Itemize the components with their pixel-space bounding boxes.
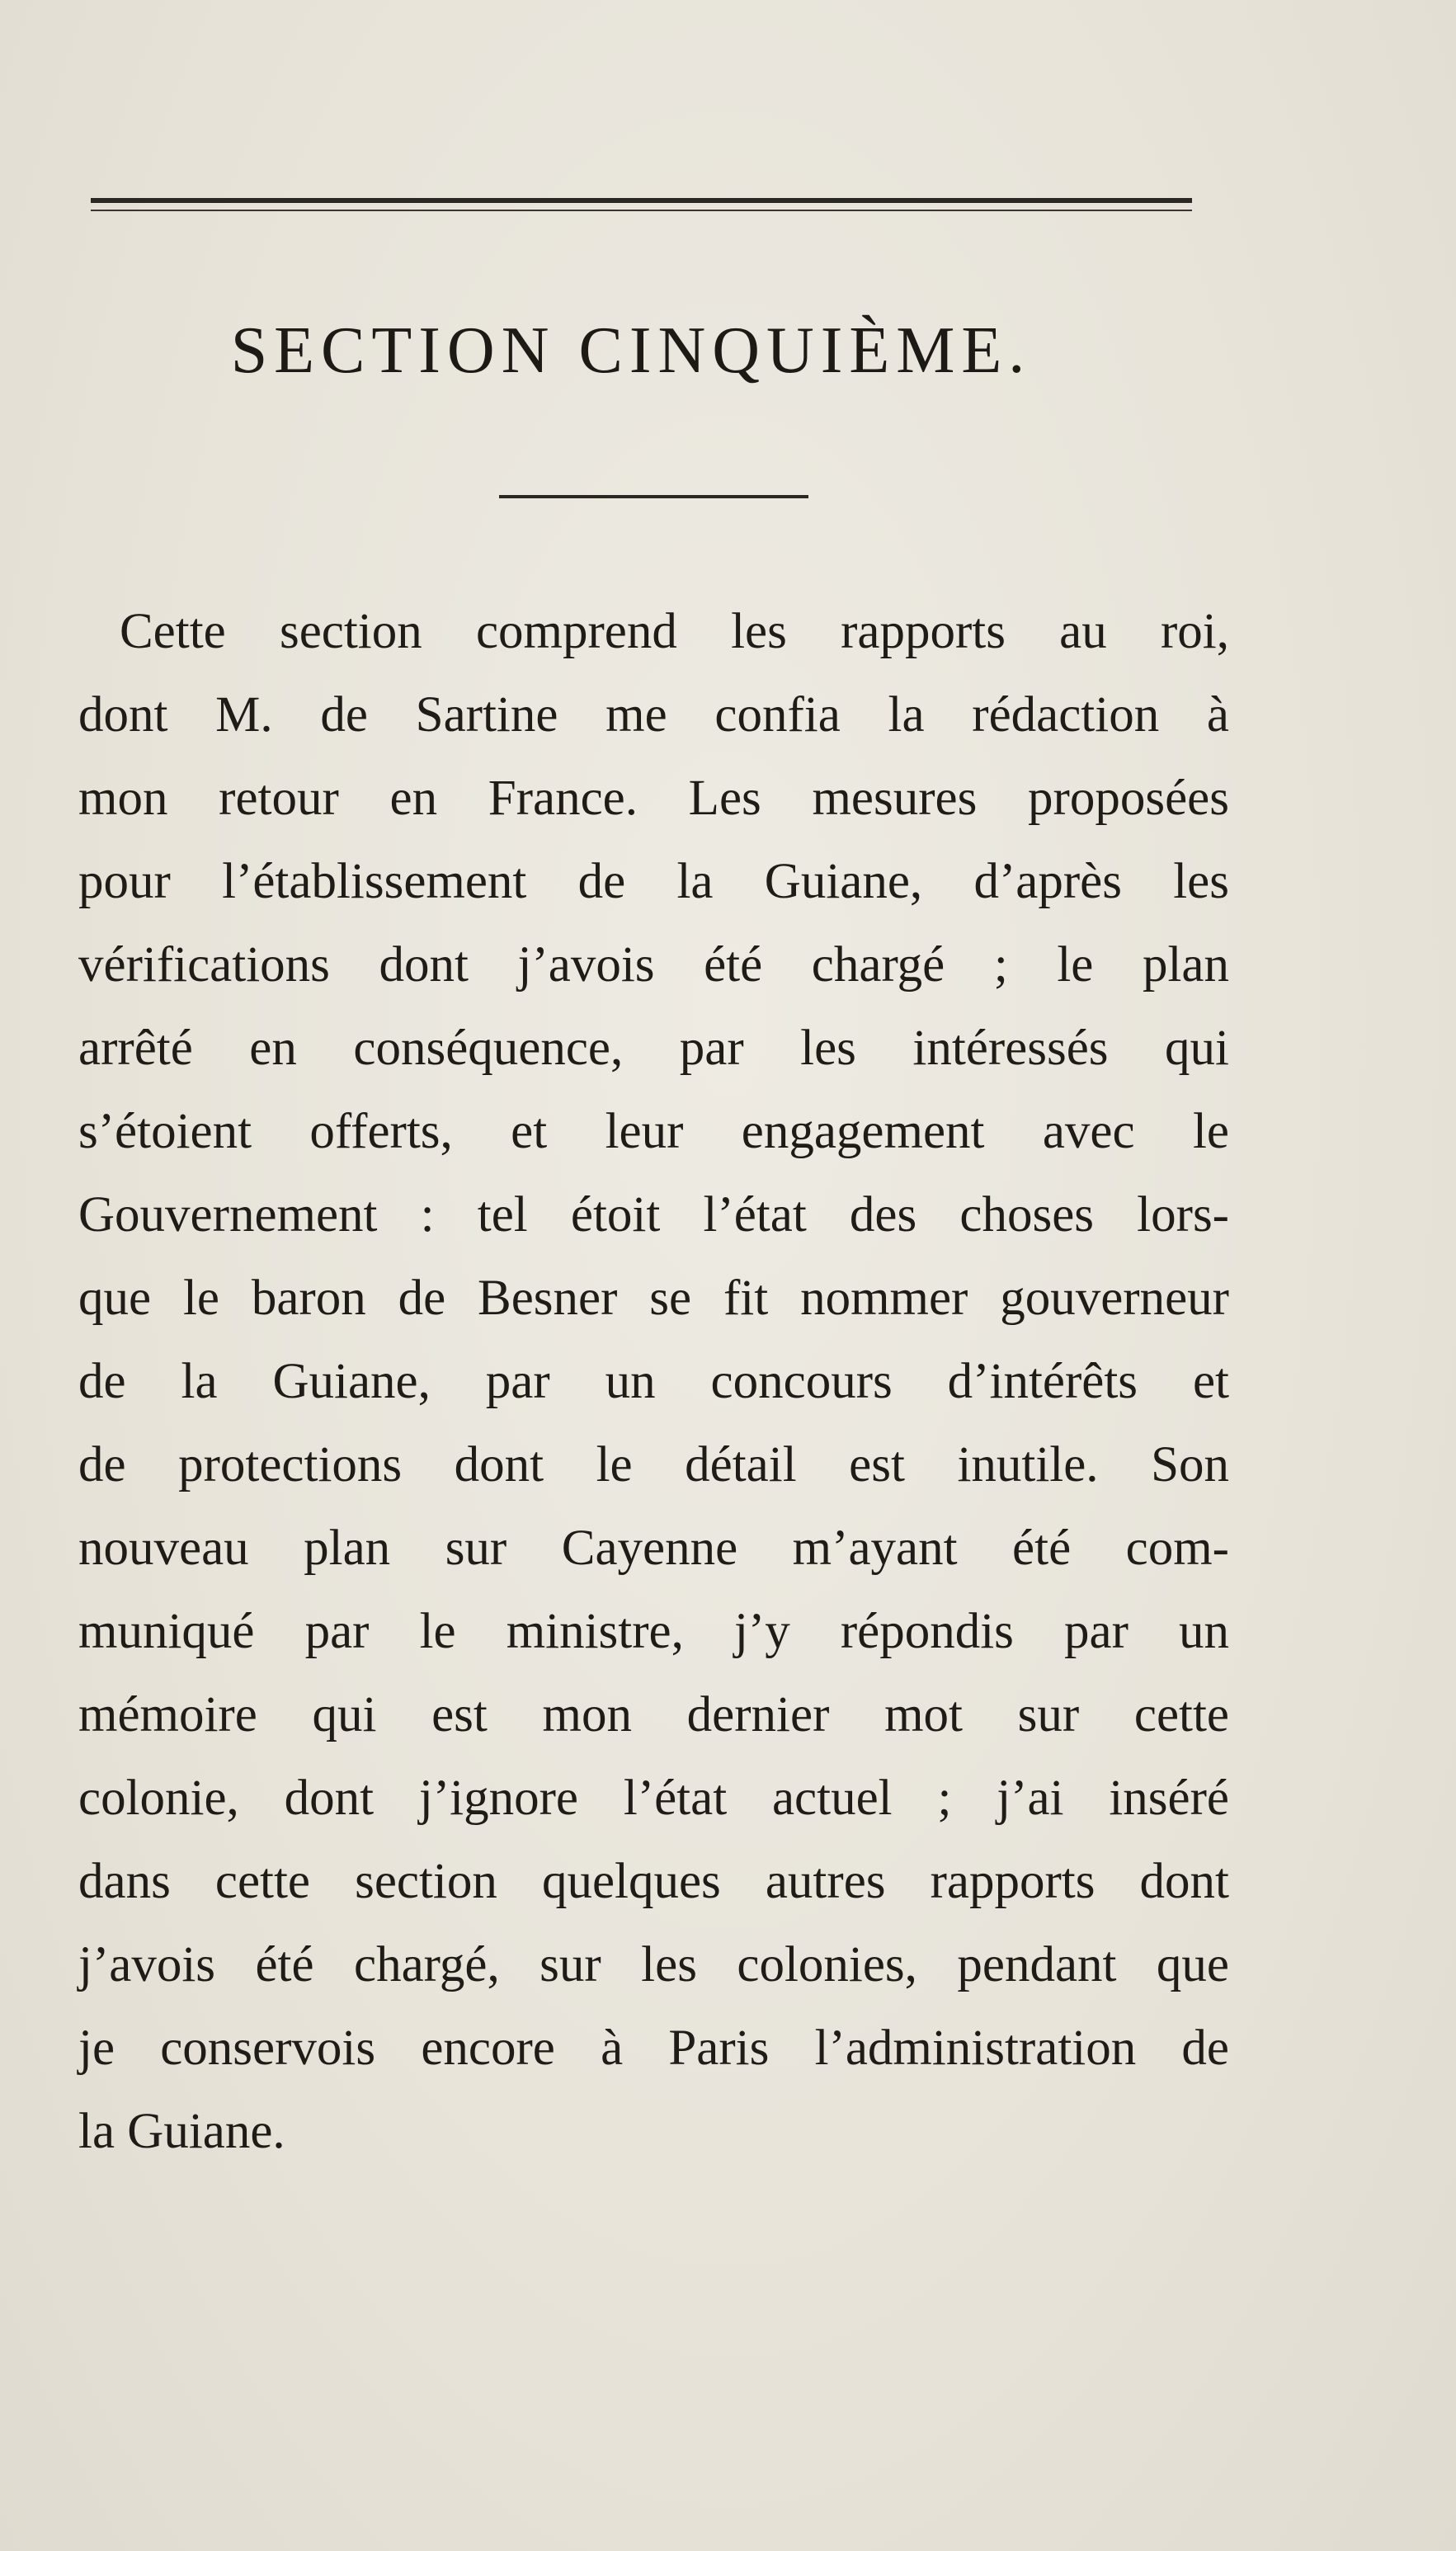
body-line: muniqué par le ministre, j’y répondis par un — [78, 1604, 1229, 1659]
body-line: je conservois encore à Paris l’administration de — [78, 2021, 1229, 2076]
body-line: la Guiane. — [78, 2104, 285, 2159]
body-paragraph — [78, 590, 1229, 2173]
body-line: arrêté en conséquence, par les intéressés qui — [78, 1021, 1229, 1076]
body-line: dans cette section quelques autres rapports dont — [78, 1854, 1229, 1909]
body-line: mon retour en France. Les mesures proposées — [78, 771, 1229, 826]
header-double-rule-thin — [91, 210, 1192, 211]
header-double-rule — [91, 198, 1192, 203]
body-line: j’avois été chargé, sur les colonies, pendant que — [78, 1937, 1229, 1992]
body-line: nouveau plan sur Cayenne m’ayant été com- — [78, 1521, 1229, 1576]
body-line: dont M. de Sartine me confia la rédaction à — [78, 687, 1229, 743]
body-line: colonie, dont j’ignore l’état actuel ; j’ai inséré — [78, 1771, 1229, 1826]
body-line: Cette section comprend les rapports au roi, — [120, 604, 1229, 659]
title-separator-rule — [499, 495, 808, 498]
body-line: Gouvernement : tel étoit l’état des choses lors- — [78, 1187, 1229, 1242]
section-title: SECTION CINQUIÈME. — [230, 314, 1032, 387]
body-line: de protections dont le détail est inutile. Son — [78, 1437, 1229, 1492]
body-line: vérifications dont j’avois été chargé ; le plan — [78, 937, 1229, 993]
body-line: de la Guiane, par un concours d’intérêts et — [78, 1354, 1229, 1409]
body-line: mémoire qui est mon dernier mot sur cette — [78, 1687, 1229, 1742]
body-line: pour l’établissement de la Guiane, d’après les — [78, 854, 1229, 909]
body-line: que le baron de Besner se fit nommer gouverneur — [78, 1271, 1229, 1326]
body-line: s’étoient offerts, et leur engagement avec le — [78, 1104, 1229, 1159]
